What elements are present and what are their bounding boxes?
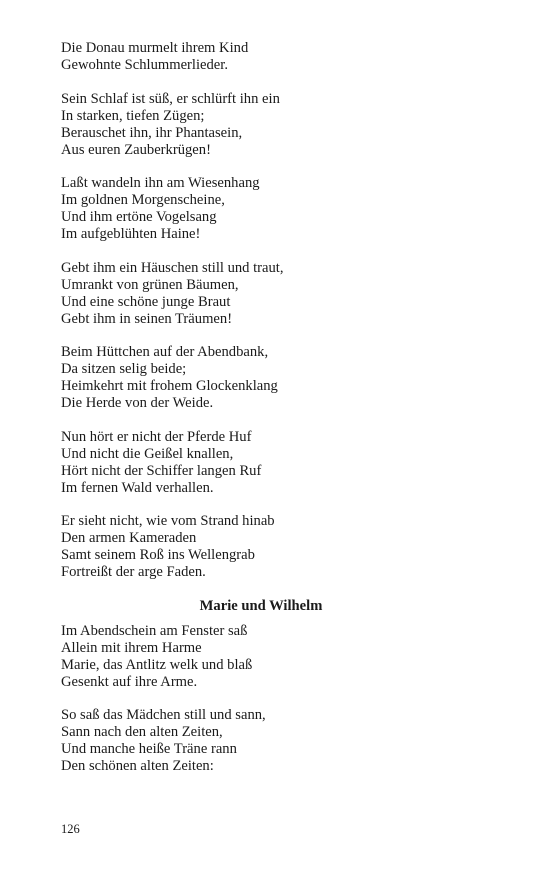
verse-line: Nun hört er nicht der Pferde Huf [61, 428, 252, 445]
stanza [61, 40, 501, 74]
stanza [61, 513, 501, 581]
verse-line: Die Donau murmelt ihrem Kind [61, 40, 249, 56]
verse-line: In starken, tiefen Zügen; [61, 107, 205, 124]
verse-line: Sann nach den alten Zeiten, [61, 724, 223, 740]
poem-title: Marie und Wilhelm [199, 597, 323, 614]
verse-line: Die Herde von der Weide. [61, 395, 214, 411]
verse-line: Sein Schlaf ist süß, er schlürft ihn ein [61, 90, 280, 107]
verse-line: Hört nicht der Schiffer langen Ruf [61, 462, 262, 479]
page-content [61, 40, 501, 792]
verse-line: Im Abendschein am Fenster saß [61, 622, 248, 639]
verse-line: Da sitzen selig beide; [61, 361, 187, 377]
verse-line: Gesenkt auf ihre Arme. [61, 673, 198, 690]
verse-line: Heimkehrt mit frohem Glockenklang [61, 378, 278, 394]
stanza [61, 429, 501, 497]
verse-line: Gewohnte Schlummerlieder. [61, 57, 228, 73]
verse-line: Den schönen alten Zeiten: [61, 758, 214, 774]
stanza [61, 91, 501, 159]
verse-line: Den armen Kameraden [61, 530, 197, 546]
verse-line: Und nicht die Geißel knallen, [61, 445, 234, 462]
verse-line: Berauschet ihn, ihr Phantasein, [61, 124, 243, 141]
verse-line: Gebt ihm in seinen Träumen! [61, 310, 233, 327]
verse-line: Marie, das Antlitz welk und blaß [61, 656, 253, 673]
stanza [61, 175, 501, 243]
verse-line: Und manche heiße Träne rann [61, 741, 237, 757]
verse-line: Beim Hüttchen auf der Abendbank, [61, 344, 269, 360]
verse-line: Im goldnen Morgenscheine, [61, 192, 225, 208]
verse-line: Laßt wandeln ihn am Wiesenhang [61, 175, 260, 191]
verse-line: Im aufgeblühten Haine! [61, 226, 201, 242]
stanza [61, 707, 501, 775]
verse-line: Und ihm ertöne Vogelsang [61, 209, 217, 225]
verse-line: Allein mit ihrem Harme [61, 639, 202, 656]
verse-line: Er sieht nicht, wie vom Strand hinab [61, 513, 275, 529]
stanza [61, 623, 501, 691]
stanza [61, 260, 501, 328]
page-number: 126 [61, 822, 80, 836]
verse-line: Gebt ihm ein Häuschen still und traut, [61, 259, 284, 276]
verse-line: So saß das Mädchen still und sann, [61, 707, 266, 723]
verse-line: Umrankt von grünen Bäumen, [61, 276, 239, 293]
stanza [61, 344, 501, 412]
verse-line: Samt seinem Roß ins Wellengrab [61, 547, 255, 563]
verse-line: Und eine schöne junge Braut [61, 293, 231, 310]
verse-line: Fortreißt der arge Faden. [61, 564, 206, 580]
verse-line: Im fernen Wald verhallen. [61, 479, 214, 496]
verse-line: Aus euren Zauberkrügen! [61, 141, 211, 158]
